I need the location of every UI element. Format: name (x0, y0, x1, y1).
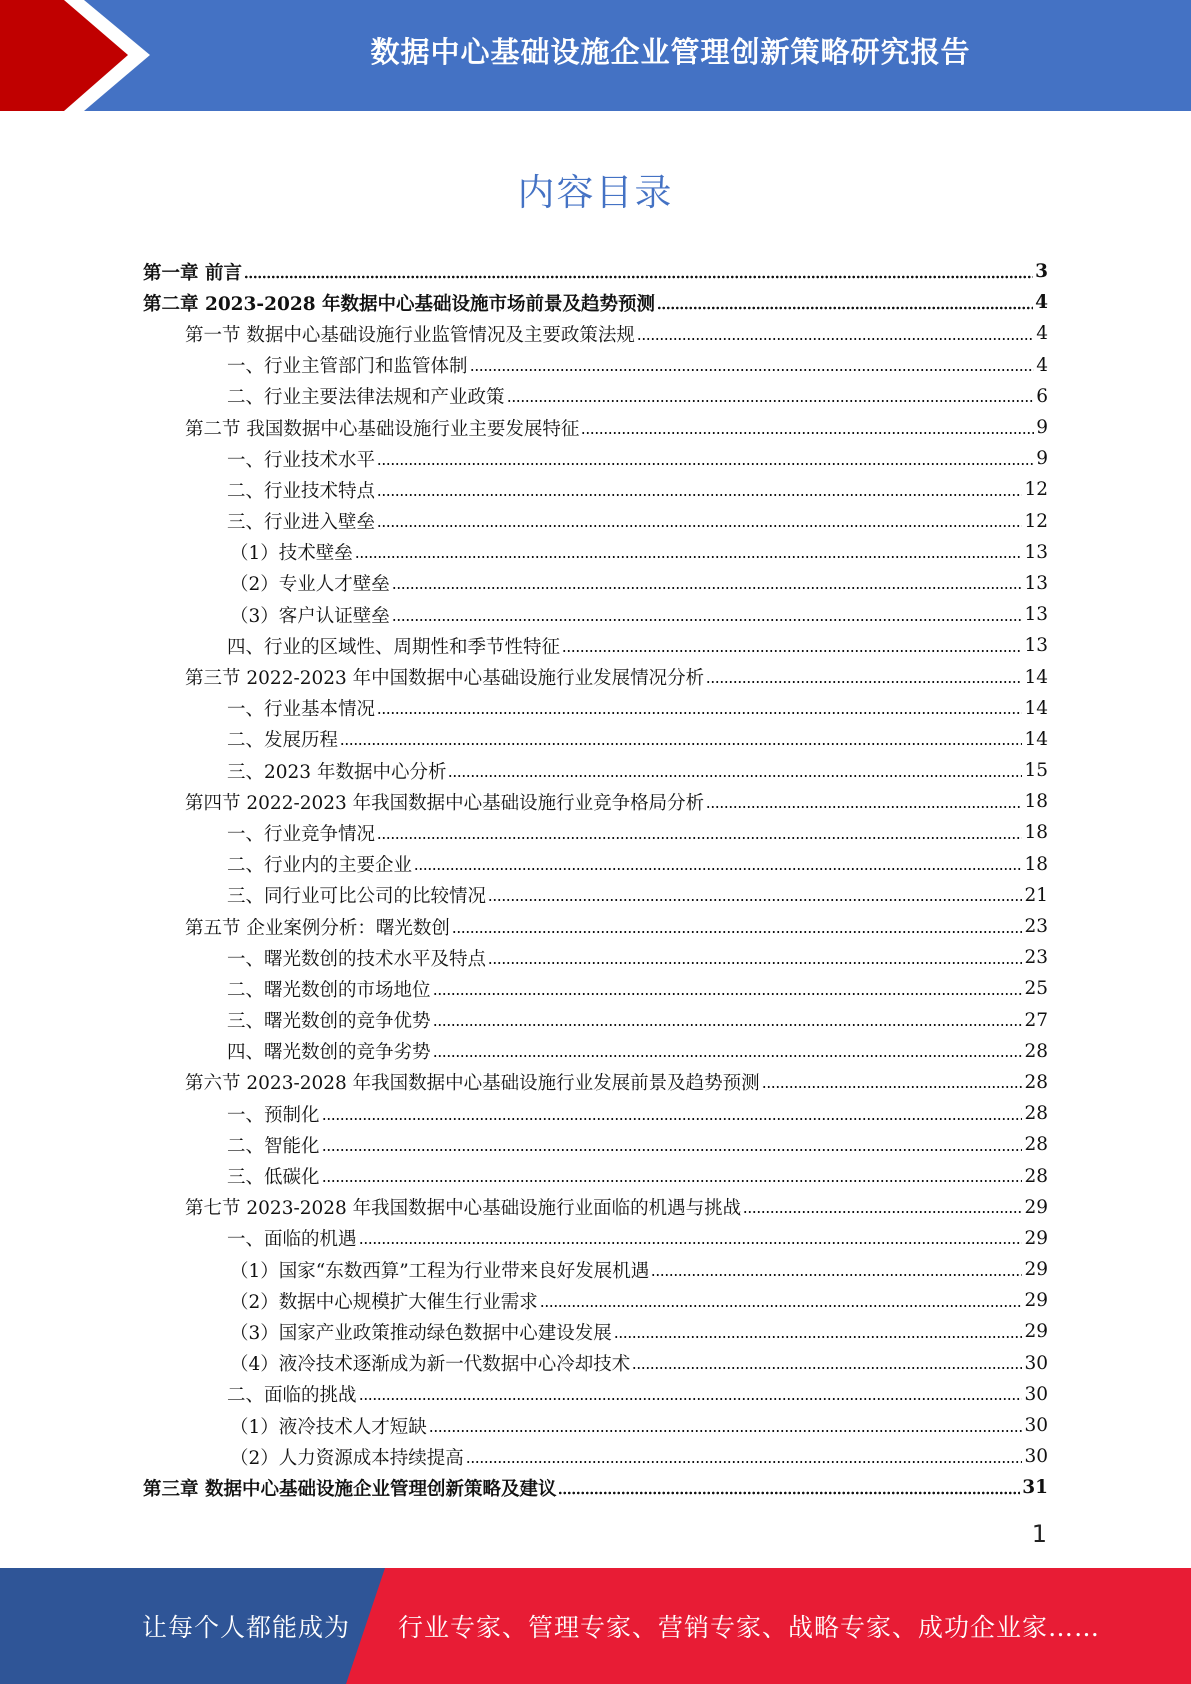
toc-subsection[interactable] (143, 1410, 1048, 1441)
toc-entry-page: 13 (1024, 541, 1048, 563)
toc-entry-page: 29 (1024, 1196, 1048, 1218)
toc-entry-page: 29 (1024, 1290, 1048, 1312)
toc-section[interactable] (143, 1067, 1048, 1098)
toc-dot-leader (632, 1366, 1022, 1370)
toc-entry-title: 二、面临的挑战 (227, 1385, 357, 1407)
toc-entry-title: （2）数据中心规模扩大催生行业需求 (230, 1291, 538, 1313)
toc-entry-page: 14 (1024, 666, 1048, 688)
header-arrow-decoration (0, 0, 160, 111)
toc-entry-title: 第七节 2023-2028 年我国数据中心基础设施行业面临的机遇与挑战 (185, 1198, 742, 1220)
toc-entry-page: 9 (1036, 448, 1048, 470)
toc-entry-title: 第一章 前言 (143, 262, 242, 284)
toc-entry-title: 第三节 2022-2023 年中国数据中心基础设施行业发展情况分析 (185, 668, 705, 690)
toc-subsection[interactable] (143, 599, 1048, 630)
toc-dot-leader (392, 618, 1023, 622)
toc-dot-leader (581, 431, 1034, 435)
toc-dot-leader (433, 992, 1023, 996)
toc-entry-page: 3 (1035, 261, 1048, 283)
toc-entry-title: 三、低碳化 (227, 1167, 320, 1189)
toc-dot-leader (762, 1085, 1023, 1089)
toc-subsection[interactable] (143, 1285, 1048, 1316)
toc-chapter[interactable] (143, 1472, 1048, 1503)
toc-subsection[interactable] (143, 1098, 1048, 1129)
toc-dot-leader (359, 1397, 1023, 1401)
toc-entry-page: 23 (1024, 916, 1048, 938)
toc-subsection[interactable] (143, 880, 1048, 911)
toc-entry-title: 二、行业内的主要企业 (227, 855, 413, 877)
toc-entry-page: 30 (1024, 1446, 1048, 1468)
toc-title: 内容目录 (517, 171, 674, 214)
toc-dot-leader (392, 586, 1023, 590)
toc-chapter[interactable] (143, 256, 1048, 287)
toc-section[interactable] (143, 318, 1048, 349)
toc-entry-title: 二、行业主要法律法规和产业政策 (227, 387, 505, 409)
toc-entry-title: 一、行业竞争情况 (227, 823, 376, 845)
toc-entry-title: 第三章 数据中心基础设施企业管理创新策略及建议 (143, 1478, 557, 1500)
toc-subsection[interactable] (143, 1160, 1048, 1191)
toc-dot-leader (377, 462, 1034, 466)
toc-dot-leader (414, 867, 1022, 871)
toc-subsection[interactable] (143, 1005, 1048, 1036)
toc-entry-page: 28 (1024, 1165, 1048, 1187)
toc-entry-page: 21 (1024, 884, 1048, 906)
toc-entry-page: 30 (1024, 1415, 1048, 1437)
toc-dot-leader (377, 493, 1022, 497)
toc-subsection[interactable] (143, 849, 1048, 880)
toc-entry-page: 4 (1036, 323, 1048, 345)
toc-entry-page: 18 (1024, 791, 1048, 813)
toc-dot-leader (377, 711, 1022, 715)
toc-entry-page: 30 (1024, 1352, 1048, 1374)
toc-entry-page: 12 (1024, 479, 1048, 501)
toc-subsection[interactable] (143, 474, 1048, 505)
toc-entry-title: （2）专业人才壁垒 (230, 574, 390, 596)
toc-entry-title: 一、行业基本情况 (227, 699, 376, 721)
toc-dot-leader (244, 275, 1033, 279)
toc-entry-page: 4 (1036, 354, 1048, 376)
toc-entry-page: 18 (1024, 853, 1048, 875)
toc-entry-title: （1）技术壁垒 (230, 543, 353, 565)
toc-dot-leader (706, 680, 1022, 684)
toc-dot-leader (706, 805, 1022, 809)
toc-entry-title: （1）液冷技术人才短缺 (230, 1416, 427, 1438)
toc-entry-page: 23 (1024, 947, 1048, 969)
page-footer (0, 1568, 1191, 1684)
toc-dot-leader (433, 1023, 1023, 1027)
footer-roles: 行业专家、管理专家、营销专家、战略专家、成功企业家…… (398, 1613, 1101, 1642)
toc-dot-leader (540, 1304, 1023, 1308)
toc-dot-leader (322, 1117, 1023, 1121)
toc-dot-leader (558, 1491, 1020, 1495)
toc-entry-title: 三、2023 年数据中心分析 (227, 761, 447, 783)
toc-entry-page: 12 (1024, 510, 1048, 532)
toc-dot-leader (377, 524, 1022, 528)
toc-entry-title: 第二节 我国数据中心基础设施行业主要发展特征 (185, 418, 580, 440)
toc-dot-leader (651, 1273, 1022, 1277)
toc-subsection[interactable] (143, 1441, 1048, 1472)
toc-entry-page: 15 (1024, 760, 1048, 782)
toc-entry-title: 一、预制化 (227, 1104, 320, 1126)
toc-entry-title: 二、智能化 (227, 1135, 320, 1157)
toc-dot-leader (507, 399, 1035, 403)
toc-dot-leader (637, 337, 1034, 341)
toc-subsection[interactable] (143, 693, 1048, 724)
table-of-contents (143, 256, 1048, 1504)
toc-entry-title: （3）客户认证壁垒 (230, 605, 390, 627)
toc-subsection[interactable] (143, 1348, 1048, 1379)
toc-entry-title: 第六节 2023-2028 年我国数据中心基础设施行业发展前景及趋势预测 (185, 1073, 760, 1095)
toc-entry-page: 29 (1024, 1259, 1048, 1281)
toc-entry-page: 25 (1024, 978, 1048, 1000)
toc-entry-title: （2）人力资源成本持续提高 (230, 1447, 464, 1469)
toc-subsection[interactable] (143, 1036, 1048, 1067)
toc-entry-page: 28 (1024, 1040, 1048, 1062)
toc-subsection[interactable] (143, 942, 1048, 973)
toc-section[interactable] (143, 1192, 1048, 1223)
page-number: 1 (1031, 1520, 1047, 1548)
page-header (0, 0, 1191, 111)
toc-dot-leader (488, 898, 1022, 902)
toc-dot-leader (452, 930, 1023, 934)
toc-entry-page: 31 (1022, 1477, 1048, 1499)
toc-subsection[interactable] (143, 1223, 1048, 1254)
toc-entry-page: 9 (1036, 417, 1048, 439)
toc-subsection[interactable] (143, 506, 1048, 537)
toc-entry-title: 第五节 企业案例分析：曙光数创 (185, 917, 450, 939)
toc-dot-leader (322, 1148, 1023, 1152)
toc-entry-page: 14 (1024, 728, 1048, 750)
header-title: 数据中心基础设施企业管理创新策略研究报告 (370, 34, 971, 69)
toc-dot-leader (340, 742, 1022, 746)
toc-entry-title: （3）国家产业政策推动绿色数据中心建设发展 (230, 1322, 612, 1344)
toc-dot-leader (614, 1335, 1023, 1339)
toc-section[interactable] (143, 911, 1048, 942)
toc-entry-page: 29 (1024, 1227, 1048, 1249)
toc-entry-page: 6 (1036, 385, 1048, 407)
toc-entry-page: 18 (1024, 822, 1048, 844)
toc-dot-leader (470, 368, 1035, 372)
toc-dot-leader (355, 555, 1023, 559)
toc-entry-page: 13 (1024, 635, 1048, 657)
toc-entry-page: 30 (1024, 1383, 1048, 1405)
toc-entry-title: 一、曙光数创的技术水平及特点 (227, 948, 487, 970)
toc-entry-page: 4 (1035, 292, 1048, 314)
toc-section[interactable] (143, 786, 1048, 817)
toc-dot-leader (488, 961, 1022, 965)
toc-entry-title: 第二章 2023-2028 年数据中心基础设施市场前景及趋势预测 (143, 293, 656, 315)
toc-entry-page: 29 (1024, 1321, 1048, 1343)
toc-entry-page: 27 (1024, 1009, 1048, 1031)
toc-subsection[interactable] (143, 568, 1048, 599)
toc-subsection[interactable] (143, 630, 1048, 661)
toc-entry-title: 四、曙光数创的竞争劣势 (227, 1042, 431, 1064)
toc-chapter[interactable] (143, 287, 1048, 318)
toc-entry-title: 二、曙光数创的市场地位 (227, 979, 431, 1001)
toc-subsection[interactable] (143, 350, 1048, 381)
toc-subsection[interactable] (143, 381, 1048, 412)
toc-subsection[interactable] (143, 1379, 1048, 1410)
toc-entry-title: （1）国家“东数西算”工程为行业带来良好发展机遇 (230, 1260, 650, 1282)
toc-subsection[interactable] (143, 1129, 1048, 1160)
toc-subsection[interactable] (143, 537, 1048, 568)
toc-entry-title: 三、行业进入壁垒 (227, 512, 376, 534)
toc-entry-page: 28 (1024, 1134, 1048, 1156)
toc-entry-page: 13 (1024, 604, 1048, 626)
toc-entry-title: 三、同行业可比公司的比较情况 (227, 886, 487, 908)
toc-subsection[interactable] (143, 817, 1048, 848)
toc-dot-leader (322, 1179, 1023, 1183)
toc-entry-title: 三、曙光数创的竞争优势 (227, 1011, 431, 1033)
toc-entry-title: 第一节 数据中心基础设施行业监管情况及主要政策法规 (185, 324, 635, 346)
toc-entry-title: 一、面临的机遇 (227, 1229, 357, 1251)
toc-entry-title: （4）液冷技术逐渐成为新一代数据中心冷却技术 (230, 1354, 631, 1376)
toc-section[interactable] (143, 412, 1048, 443)
toc-entry-title: 四、行业的区域性、周期性和季节性特征 (227, 636, 561, 658)
toc-subsection[interactable] (143, 1316, 1048, 1347)
toc-entry-page: 28 (1024, 1103, 1048, 1125)
toc-subsection[interactable] (143, 443, 1048, 474)
toc-dot-leader (359, 1241, 1023, 1245)
toc-entry-page: 28 (1024, 1071, 1048, 1093)
toc-entry-title: 二、行业技术特点 (227, 480, 376, 502)
toc-subsection[interactable] (143, 1254, 1048, 1285)
toc-dot-leader (448, 774, 1022, 778)
toc-entry-title: 第四节 2022-2023 年我国数据中心基础设施行业竞争格局分析 (185, 792, 705, 814)
toc-subsection[interactable] (143, 724, 1048, 755)
toc-dot-leader (433, 1054, 1023, 1058)
toc-dot-leader (657, 306, 1033, 310)
toc-entry-title: 二、发展历程 (227, 730, 339, 752)
toc-dot-leader (429, 1429, 1023, 1433)
toc-dot-leader (466, 1460, 1023, 1464)
toc-entry-page: 13 (1024, 572, 1048, 594)
toc-entry-page: 14 (1024, 697, 1048, 719)
toc-dot-leader (377, 836, 1022, 840)
toc-entry-title: 一、行业主管部门和监管体制 (227, 356, 468, 378)
toc-subsection[interactable] (143, 755, 1048, 786)
toc-dot-leader (562, 649, 1022, 653)
toc-section[interactable] (143, 661, 1048, 692)
toc-subsection[interactable] (143, 973, 1048, 1004)
toc-entry-title: 一、行业技术水平 (227, 449, 376, 471)
toc-dot-leader (743, 1210, 1022, 1214)
footer-slogan: 让每个人都能成为 (142, 1613, 351, 1642)
